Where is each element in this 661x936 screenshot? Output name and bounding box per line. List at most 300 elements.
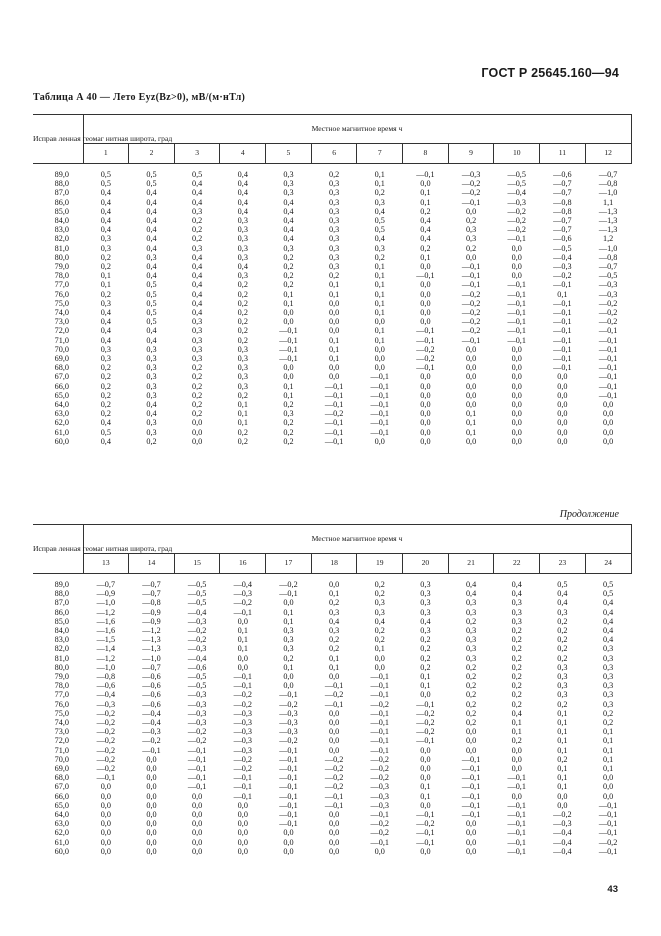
value-cell: 0,0 — [557, 381, 568, 391]
hour-header: 23 — [540, 554, 586, 574]
value-cell: 0,1 — [328, 344, 340, 354]
table-row — [33, 672, 631, 681]
value-cell: 0,4 — [146, 400, 157, 410]
value-cell: —0,4 — [507, 188, 526, 198]
value-cell: 0,3 — [192, 335, 203, 345]
value-cell: 0,2 — [237, 289, 248, 299]
value-cell: —0,2 — [279, 736, 298, 746]
value-cell: —0,8 — [598, 179, 618, 189]
latitude-cell: 87,0 — [54, 598, 69, 608]
value-cell: —0,1 — [370, 672, 389, 682]
latitude-column-header: Исправ ленная геомаг нитная широта, град — [33, 525, 83, 574]
table-row — [33, 207, 631, 216]
value-cell: 0,4 — [557, 598, 568, 608]
value-cell: —0,1 — [370, 718, 389, 728]
value-cell: 0,0 — [146, 773, 157, 783]
value-cell: 0,0 — [420, 690, 431, 700]
value-cell: —0,7 — [598, 170, 618, 179]
table-row — [33, 681, 631, 690]
value-cell: —0,7 — [142, 589, 161, 599]
value-cell: 0,2 — [374, 252, 385, 262]
latitude-cell: 65,0 — [54, 800, 69, 810]
value-cell: 0,3 — [602, 690, 614, 700]
table-row — [33, 299, 631, 308]
value-cell: —0,2 — [461, 298, 481, 308]
latitude-cell: 75,0 — [54, 708, 69, 718]
value-cell: 0,0 — [465, 354, 477, 364]
value-cell: 0,0 — [192, 436, 203, 446]
value-cell: 0,3 — [237, 354, 248, 364]
value-cell: —0,1 — [598, 363, 618, 373]
value-cell: 0,2 — [283, 271, 294, 281]
value-cell: 0,3 — [420, 580, 431, 589]
value-cell: —0,1 — [598, 800, 618, 810]
value-cell: 0,4 — [602, 626, 614, 636]
value-cell: 0,2 — [374, 626, 385, 636]
data-table-1 — [33, 114, 632, 446]
value-cell: 0,0 — [602, 427, 614, 437]
value-cell: 0,0 — [420, 317, 431, 327]
value-cell: —1,2 — [142, 626, 161, 636]
value-cell: 0,5 — [146, 280, 157, 290]
value-cell: —0,2 — [233, 690, 252, 700]
value-cell: —0,1 — [416, 837, 435, 847]
value-cell: 0,1 — [237, 400, 248, 410]
value-cell: 0,4 — [146, 335, 157, 345]
value-cell: —0,4 — [187, 653, 207, 663]
value-cell: 0,3 — [328, 252, 340, 262]
value-cell: —0,1 — [553, 326, 572, 336]
value-cell: 0,0 — [420, 280, 431, 290]
value-cell: —1,2 — [96, 607, 116, 617]
value-cell: 0,3 — [420, 607, 431, 617]
value-cell: 0,3 — [557, 672, 568, 682]
table-row — [33, 644, 631, 653]
value-cell: 0,5 — [146, 298, 157, 308]
value-cell: —0,1 — [324, 381, 344, 391]
value-cell: 0,4 — [237, 262, 248, 272]
value-cell: 0,1 — [328, 335, 340, 345]
value-cell: 0,0 — [511, 354, 522, 364]
table-row — [33, 280, 631, 289]
value-cell: 0,0 — [283, 672, 294, 682]
value-cell: —0,2 — [187, 635, 207, 645]
value-cell: 0,0 — [511, 344, 522, 354]
table-row — [33, 773, 631, 782]
value-cell: 0,2 — [465, 662, 477, 672]
value-cell: 0,0 — [511, 418, 522, 428]
value-cell: —0,4 — [142, 718, 161, 728]
value-cell: —1,2 — [96, 653, 116, 663]
value-cell: —0,6 — [553, 170, 572, 179]
value-cell: 0,5 — [374, 225, 385, 235]
table-caption: Таблица А 40 — Лето Eyz(Bz>0), мВ/(м·нТл) — [33, 92, 246, 103]
value-cell: —0,4 — [142, 708, 161, 718]
value-cell: —0,5 — [507, 170, 526, 179]
value-cell: 0,2 — [465, 681, 477, 691]
value-cell: 0,2 — [237, 308, 248, 318]
value-cell: 0,0 — [465, 828, 477, 838]
value-cell: 0,0 — [557, 427, 568, 437]
latitude-cell: 83,0 — [54, 225, 69, 235]
value-cell: —0,5 — [187, 598, 207, 608]
value-cell: 0,0 — [100, 837, 111, 847]
latitude-cell: 72,0 — [54, 736, 69, 746]
latitude-cell: 60,0 — [54, 846, 69, 856]
value-cell: 0,4 — [146, 188, 157, 198]
value-cell: 0,1 — [602, 754, 614, 764]
value-cell: —0,8 — [553, 197, 572, 207]
value-cell: 0,2 — [283, 427, 294, 437]
value-cell: 0,1 — [328, 653, 340, 663]
table-row — [33, 216, 631, 225]
value-cell: —0,2 — [461, 289, 481, 299]
value-cell: —0,7 — [553, 179, 572, 189]
value-cell: —0,1 — [279, 354, 298, 364]
value-cell: —0,2 — [187, 626, 207, 636]
value-cell: —0,1 — [187, 764, 207, 774]
value-cell: 0,0 — [465, 846, 477, 856]
value-cell: 0,1 — [283, 662, 294, 672]
local-time-header: Местное магнитное время ч — [83, 525, 631, 554]
value-cell: 0,2 — [420, 653, 431, 663]
value-cell: —0,6 — [553, 234, 572, 244]
value-cell: —0,1 — [370, 745, 389, 755]
value-cell: 0,0 — [328, 326, 340, 336]
value-cell: —0,1 — [461, 262, 481, 272]
value-cell: 0,1 — [602, 745, 614, 755]
value-cell: 0,4 — [374, 206, 385, 216]
value-cell: —0,2 — [461, 317, 481, 327]
table-row — [33, 589, 631, 598]
value-cell: —0,1 — [370, 810, 389, 820]
value-cell: —0,1 — [370, 372, 389, 382]
value-cell: 0,2 — [100, 409, 111, 419]
value-cell: 0,4 — [100, 326, 111, 336]
table-row — [33, 819, 631, 828]
table-row — [33, 755, 631, 764]
value-cell: —0,2 — [324, 690, 344, 700]
value-cell: —0,3 — [370, 791, 389, 801]
value-cell: 0,0 — [146, 837, 157, 847]
table-row — [33, 635, 631, 644]
value-cell: 0,0 — [328, 846, 340, 856]
value-cell: —0,1 — [324, 427, 344, 437]
table-row — [33, 690, 631, 699]
value-cell: —0,2 — [598, 317, 618, 327]
table-row — [33, 382, 631, 391]
value-cell: 0,2 — [602, 718, 614, 728]
value-cell: —0,5 — [598, 271, 618, 281]
value-cell: 0,0 — [511, 271, 522, 281]
value-cell: —0,3 — [187, 699, 207, 709]
value-cell: 0,0 — [283, 317, 294, 327]
value-cell: 0,2 — [192, 363, 203, 373]
value-cell: —0,2 — [461, 326, 481, 336]
value-cell: 0,4 — [283, 225, 294, 235]
value-cell: —0,5 — [187, 589, 207, 599]
latitude-cell: 62,0 — [54, 418, 69, 428]
value-cell: 0,4 — [146, 271, 157, 281]
value-cell: 0,0 — [465, 400, 477, 410]
value-cell: 0,0 — [602, 436, 614, 446]
value-cell: —1,0 — [96, 662, 116, 672]
hour-header: 1 — [83, 144, 129, 164]
hour-header: 6 — [311, 144, 357, 164]
value-cell: —0,2 — [507, 225, 526, 235]
value-cell: 0,3 — [192, 206, 203, 216]
value-cell: —0,3 — [233, 727, 252, 737]
latitude-cell: 68,0 — [54, 363, 69, 373]
value-cell: 0,1 — [374, 335, 385, 345]
value-cell: 0,3 — [192, 326, 203, 336]
latitude-cell: 61,0 — [54, 427, 69, 437]
value-cell: —0,1 — [461, 754, 481, 764]
value-cell: —1,6 — [96, 626, 116, 636]
value-cell: 0,0 — [511, 372, 522, 382]
value-cell: 0,3 — [465, 626, 477, 636]
value-cell: 0,1 — [283, 381, 294, 391]
value-cell: 0,1 — [465, 418, 477, 428]
value-cell: —0,1 — [507, 819, 526, 829]
value-cell: —1,6 — [96, 616, 116, 626]
value-cell: 0,0 — [511, 409, 522, 419]
latitude-cell: 60,0 — [54, 436, 69, 446]
value-cell: 0,3 — [420, 589, 431, 599]
value-cell: 0,0 — [283, 828, 294, 838]
value-cell: 0,0 — [237, 616, 248, 626]
value-cell: —0,1 — [96, 773, 116, 783]
table-row — [33, 838, 631, 847]
hour-header: 3 — [174, 144, 220, 164]
value-cell: 0,3 — [557, 662, 568, 672]
value-cell: 0,4 — [100, 188, 111, 198]
value-cell: 0,2 — [283, 436, 294, 446]
value-cell: —0,2 — [370, 699, 389, 709]
value-cell: 0,0 — [328, 718, 340, 728]
latitude-cell: 69,0 — [54, 354, 69, 364]
value-cell: 0,3 — [328, 216, 340, 226]
value-cell: 0,0 — [192, 819, 203, 829]
value-cell: 0,4 — [192, 298, 203, 308]
value-cell: 0,2 — [511, 681, 522, 691]
value-cell: 0,1 — [420, 252, 431, 262]
value-cell: 0,2 — [602, 708, 614, 718]
value-cell: 0,0 — [557, 791, 568, 801]
value-cell: 0,0 — [146, 754, 157, 764]
latitude-cell: 83,0 — [54, 635, 69, 645]
value-cell: —0,3 — [187, 690, 207, 700]
value-cell: 0,0 — [328, 308, 340, 318]
value-cell: —1,3 — [598, 206, 618, 216]
value-cell: —0,1 — [507, 782, 526, 792]
table-row — [33, 317, 631, 326]
value-cell: 0,3 — [328, 243, 340, 253]
value-cell: —0,1 — [324, 436, 344, 446]
page-number: 43 — [607, 884, 618, 895]
hour-header: 12 — [585, 144, 631, 164]
value-cell: —0,7 — [142, 662, 161, 672]
hour-header: 20 — [403, 554, 449, 574]
value-cell: 0,2 — [237, 280, 248, 290]
value-cell: 0,0 — [146, 819, 157, 829]
value-cell: 0,2 — [374, 580, 385, 589]
table-row — [33, 372, 631, 381]
value-cell: 0,2 — [420, 662, 431, 672]
value-cell: —0,5 — [187, 672, 207, 682]
value-cell: 0,4 — [100, 308, 111, 318]
value-cell: 0,2 — [283, 280, 294, 290]
value-cell: 0,1 — [374, 326, 385, 336]
value-cell: —0,1 — [461, 810, 481, 820]
table-row — [33, 437, 631, 446]
value-cell: 0,0 — [465, 736, 477, 746]
value-cell: 1,2 — [602, 234, 614, 244]
value-cell: 0,1 — [420, 197, 431, 207]
value-cell: —0,3 — [553, 819, 572, 829]
value-cell: 0,0 — [237, 819, 248, 829]
value-cell: 0,1 — [374, 289, 385, 299]
value-cell: 0,0 — [602, 418, 614, 428]
value-cell: —0,2 — [461, 179, 481, 189]
value-cell: —0,5 — [187, 681, 207, 691]
value-cell: —0,1 — [507, 234, 526, 244]
value-cell: 0,0 — [146, 846, 157, 856]
value-cell: —1,4 — [96, 644, 116, 654]
value-cell: —0,1 — [416, 170, 435, 179]
value-cell: —0,3 — [142, 727, 161, 737]
latitude-cell: 80,0 — [54, 662, 69, 672]
table-row — [33, 244, 631, 253]
value-cell: —0,1 — [461, 782, 481, 792]
value-cell: 0,3 — [602, 644, 614, 654]
value-cell: 0,3 — [237, 363, 248, 373]
table-row — [33, 253, 631, 262]
value-cell: —0,2 — [324, 764, 344, 774]
table-row — [33, 363, 631, 372]
value-cell: 0,3 — [100, 344, 111, 354]
value-cell: —0,1 — [507, 810, 526, 820]
value-cell: —0,1 — [279, 344, 298, 354]
value-cell: 0,4 — [420, 216, 431, 226]
value-cell: 0,3 — [602, 662, 614, 672]
value-cell: 0,4 — [192, 280, 203, 290]
value-cell: 0,0 — [283, 363, 294, 373]
value-cell: 0,0 — [374, 436, 385, 446]
value-cell: 0,1 — [237, 409, 248, 419]
value-cell: 0,2 — [465, 708, 477, 718]
value-cell: 0,3 — [100, 298, 111, 308]
value-cell: —0,1 — [507, 326, 526, 336]
value-cell: 0,0 — [465, 727, 477, 737]
value-cell: 0,4 — [374, 234, 385, 244]
table-row — [33, 608, 631, 617]
latitude-cell: 84,0 — [54, 626, 69, 636]
table-row — [33, 828, 631, 837]
value-cell: 0,5 — [100, 427, 111, 437]
value-cell: 0,4 — [192, 289, 203, 299]
value-cell: 0,2 — [100, 372, 111, 382]
value-cell: —0,1 — [416, 699, 435, 709]
value-cell: 0,3 — [465, 607, 477, 617]
hour-header: 8 — [403, 144, 449, 164]
value-cell: 0,5 — [146, 317, 157, 327]
value-cell: 0,2 — [511, 644, 522, 654]
value-cell: —0,2 — [324, 782, 344, 792]
latitude-cell: 85,0 — [54, 206, 69, 216]
value-cell: 0,4 — [283, 197, 294, 207]
value-cell: —0,1 — [461, 764, 481, 774]
value-cell: 0,3 — [602, 653, 614, 663]
value-cell: 0,0 — [328, 672, 340, 682]
value-cell: —0,2 — [370, 773, 389, 783]
value-cell: 0,3 — [283, 409, 294, 419]
value-cell: —0,1 — [461, 271, 481, 281]
value-cell: —0,7 — [553, 225, 572, 235]
value-cell: 0,2 — [283, 418, 294, 428]
value-cell: —0,1 — [598, 846, 618, 856]
latitude-cell: 84,0 — [54, 216, 69, 226]
latitude-cell: 87,0 — [54, 188, 69, 198]
value-cell: 0,3 — [146, 363, 157, 373]
latitude-cell: 80,0 — [54, 252, 69, 262]
value-cell: 0,4 — [192, 262, 203, 272]
value-cell: 0,1 — [374, 280, 385, 290]
value-cell: 0,4 — [100, 206, 111, 216]
value-cell: —0,2 — [370, 754, 389, 764]
value-cell: 0,1 — [328, 280, 340, 290]
value-cell: —0,2 — [324, 409, 344, 419]
value-cell: —0,1 — [187, 782, 207, 792]
value-cell: —0,6 — [187, 662, 207, 672]
value-cell: —0,7 — [553, 216, 572, 226]
value-cell: —0,2 — [279, 580, 298, 589]
value-cell: 0,4 — [100, 436, 111, 446]
value-cell: 0,0 — [420, 427, 431, 437]
value-cell: 0,0 — [100, 846, 111, 856]
value-cell: —0,1 — [187, 754, 207, 764]
value-cell: 0,0 — [420, 745, 431, 755]
value-cell: 0,1 — [420, 782, 431, 792]
value-cell: 0,0 — [511, 381, 522, 391]
value-cell: 0,0 — [511, 791, 522, 801]
table-row — [33, 626, 631, 635]
value-cell: 0,3 — [374, 607, 385, 617]
value-cell: —0,1 — [553, 344, 572, 354]
value-cell: 0,5 — [100, 179, 111, 189]
value-cell: 0,3 — [237, 381, 248, 391]
value-cell: 0,0 — [192, 418, 203, 428]
value-cell: 0,2 — [100, 400, 111, 410]
value-cell: 0,3 — [283, 626, 294, 636]
value-cell: 0,1 — [283, 289, 294, 299]
value-cell: —0,7 — [598, 262, 618, 272]
value-cell: 0,4 — [192, 197, 203, 207]
value-cell: 0,1 — [420, 791, 431, 801]
value-cell: 0,2 — [511, 626, 522, 636]
value-cell: 0,5 — [146, 170, 157, 179]
value-cell: 0,0 — [328, 837, 340, 847]
table-row — [33, 746, 631, 755]
value-cell: 0,4 — [146, 243, 157, 253]
value-cell: 0,3 — [374, 243, 385, 253]
value-cell: 0,0 — [602, 400, 614, 410]
value-cell: 0,2 — [192, 390, 203, 400]
hour-header: 10 — [494, 144, 540, 164]
value-cell: 0,0 — [602, 409, 614, 419]
value-cell: —0,3 — [187, 644, 207, 654]
value-cell: 0,3 — [557, 690, 568, 700]
